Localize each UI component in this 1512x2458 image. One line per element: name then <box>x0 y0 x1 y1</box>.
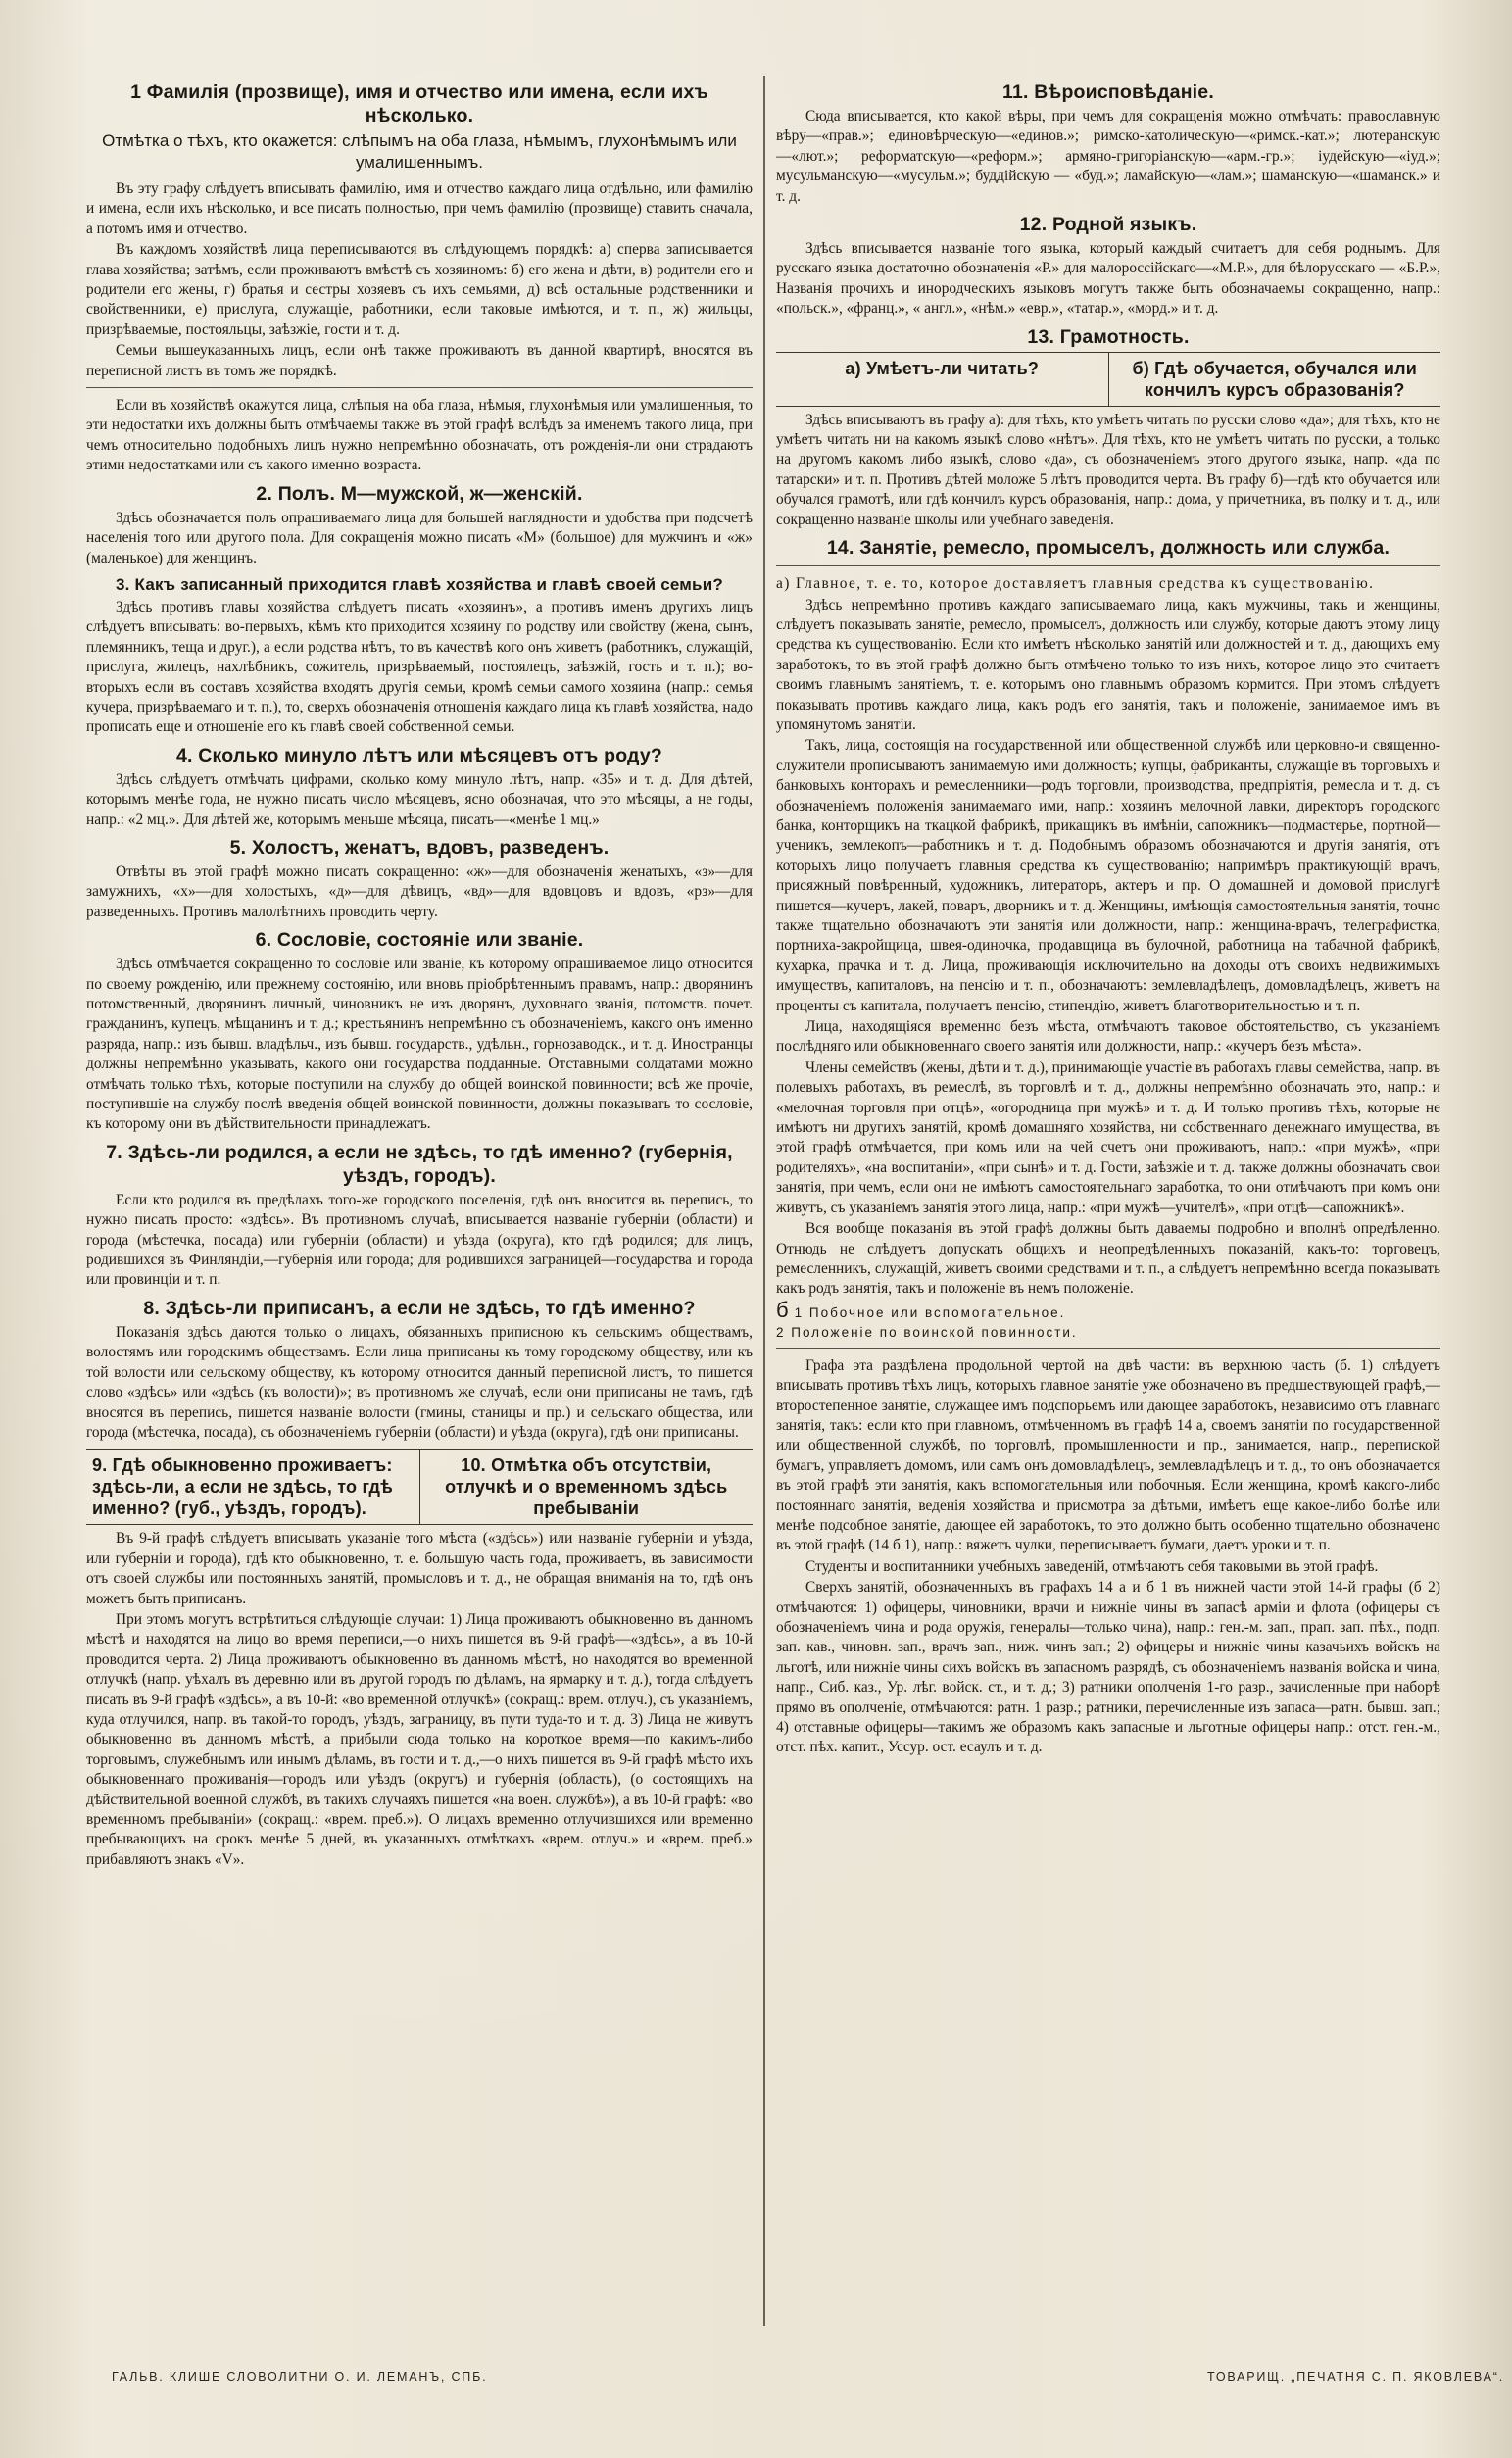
section-10-header <box>419 1450 754 1524</box>
column-divider <box>763 76 765 2326</box>
divider-rule <box>86 387 753 388</box>
section-6 <box>86 928 753 1135</box>
section-9-header <box>86 1450 419 1524</box>
section-9-10 <box>86 1449 753 1870</box>
section-9-title: 9. Гдѣ обыкновенно проживаетъ: здѣсь-ли, а если не здѣсь, то гдѣ именно? (губ., уѣздъ, городъ). <box>92 1455 393 1519</box>
section-2-para: Здѣсь обозначается полъ опрашиваемаго лица для большей наглядности и удобства при подсчетѣ населенія того или другого пола. Для сокращенія можно писать «М» (большое) для мужчинъ и «ж» (маленькое) для женщинъ. <box>86 509 753 566</box>
section-14-para: Вся вообще показанія въ этой графѣ должны быть даваемы подробно и вполнѣ опредѣленно. Отнюдь не слѣдуетъ допускать общихъ и неопредѣленныхъ показаній, какъ-то: торговецъ, ремесленникъ, служащій, живетъ своими средствами и т. п., а слѣдуетъ непремѣнно всегда показывать какъ родъ занятія, такъ и положеніе въ немъ положеніе. <box>776 1220 1440 1298</box>
section-14-para: Сверхъ занятій, обозначенныхъ въ графахъ 14 а и б 1 въ нижней части этой 14-й графы (б 2) отмѣчаются: 1) офицеры, чиновники, врачи и нижніе чины въ запасѣ арміи и флота (офицеры съ обозначеніемъ чина и рода оружія, генералы—только чина), напр.: ген.-м. зап., прап. зап. пѣх., подп. зап. кав., чиновн. зап., врачъ зап., ниж. чинъ зап.; 2) офицеры и нижніе чины казачьихъ войскъ на льготѣ, или нижніе чины сихъ войскъ въ запасномъ разрядѣ, съ обозначеніемъ названія войска и чина, напр., Сиб. каз., Ур. лѣг. войск. ст., и т. д.; 3) ратники ополченія 1-го разр., зачисленные при наборѣ прямо въ ополченіе, отмѣчаются: ратн. 1 разр.; ратники, перечисленные изъ запаса—ратн. бывш. зап.; 4) отставные офицеры—такимъ же образомъ какъ запасные и льготные офицеры напр.: отст. ген.-м., отст. пѣх. капит., Уссур. ост. есаулъ и т. д. <box>776 1579 1440 1756</box>
section-14-para: Такъ, лица, состоящія на государственной или общественной службѣ или церковно-и священно-служители прописываютъ занимаемую ими должность; купцы, фабриканты, служащіе въ торговыхъ и банковыхъ конторахъ и ремесленники—родъ торговли, производства, предпріятія, ремесла и т. д. съ обозначеніемъ положенія занимаемаго ими, напр.: хозяинъ мелочной лавки, директоръ городского банка, конторщикъ на ткацкой фабрикѣ, прикащикъ въ имѣніи, сапожникъ—подмастерье, портной—ученикъ, землекопъ—работникъ и т. д. Подобнымъ образомъ обозначаются и другія занятія, отъ которыхъ лицо получаетъ главныя средства къ существованію; напримѣръ практикующій врачъ, присяжный повѣренный, художникъ, литераторъ, актеръ и пр. О домашней и домовой прислугѣ пишется—кучеръ, лакей, поваръ, дворникъ и т. д. Женщины, имѣющія самостоятельныя занятія, точно также тщательно обозначаютъ эти занятія или должности, напр.: женщина-врачъ, телеграфистка, портниха-закройщица, швея-одиночка, продавщица въ булочной, работница на табачной фабрикѣ, кухарка, прачка и т. д. Лица, проживающія исключительно на доходы отъ своихъ недвижимыхъ имуществъ, капиталовъ, на пенсію и т. п., обозначаютъ: землевладѣлецъ, домовладѣлецъ, живетъ на проценты съ капитала, получаетъ пенсію, стипендію, живетъ благотворительностью и т. п. <box>776 737 1440 1014</box>
section-2 <box>86 482 753 568</box>
section-4 <box>86 744 753 830</box>
section-3 <box>86 574 753 738</box>
section-14-para: Члены семействъ (жены, дѣти и т. д.), принимающіе участіе въ работахъ главы семейства, напр. въ полевыхъ работахъ, въ ремеслѣ, въ торговлѣ и т. д., должны непремѣнно обозначать это, напр.: и «мелочная торговля при отцѣ», «огородница при мужѣ» и т. д. И только противъ тѣхъ, которые не имѣютъ ни другихъ занятій, кромѣ домашняго хозяйства, ни собственнаго денежнаго имущества, въ этой графѣ отмѣчается, при комъ или на чей счетъ они проживаютъ, напр.: «при мужѣ», «при родителяхъ», «на воспитаніи», «при сынѣ» и т. д. Гости, заѣзжіе и т. д. также должны обозначать свои занятія, при чемъ, если они не имѣютъ самостоятельнаго заработка, то они отмѣчаютъ при комъ они живутъ, съ указаніемъ занятія этого лица, напр.: «при мужѣ—учителѣ», «при отцѣ—сапожникѣ». <box>776 1058 1440 1216</box>
section-1-subtitle: Отмѣтка о тѣхъ, кто окажется: слѣпымъ на оба глаза, нѣмымъ, глухонѣмымъ или умалишеннымъ. <box>102 131 737 172</box>
section-9-para: Въ 9-й графѣ слѣдуетъ вписывать указаніе того мѣста («здѣсь») или названіе губерніи и уѣзда, или губерніи и города), гдѣ кто обыкновенно, т. е. большую часть года, проживаетъ, въ зависимости отъ своей службы или постоянныхъ занятій, промысловъ и т. д., не обращая вниманія на то, гдѣ онъ можетъ быть приписанъ. <box>86 1530 753 1607</box>
section-14-subtitle: а) Главное, т. е. то, которое доставляетъ главныя средства къ существованію. <box>776 575 1375 593</box>
section-13b <box>1108 353 1441 406</box>
b-letter: б <box>776 1297 789 1322</box>
section-14b2-label: 2 Положеніе по воинской повинности. <box>776 1324 1078 1340</box>
section-1 <box>86 80 753 476</box>
section-7 <box>86 1141 753 1291</box>
section-8-para: Показанія здѣсь даются только о лицахъ, обязанныхъ приписною къ сельскимъ обществамъ, волостямъ или городскимъ обществамъ. Если лица приписаны къ тому городскому обществу, или къ той волости или сельскому обществу, къ которому относится данный переписной листъ, то пишется слово «здѣсь» или «здѣсь (къ волости)»; въ противномъ же случаѣ, если они приписаны не тамъ, гдѣ вносятся въ перепись, пишется названіе волости (гмины, станицы и пр.) и сельскаго общества, или города (мѣстечка, посада), съ обозначеніемъ губерніи (области) и уѣзда (округа), гдѣ они приписаны. <box>86 1323 753 1441</box>
section-13-title: 13. Грамотность. <box>1027 325 1190 348</box>
section-6-title: 6. Сословіе, состояніе или званіе. <box>255 929 584 952</box>
section-7-title: 7. Здѣсь-ли родился, а если не здѣсь, то гдѣ именно? (губернія, уѣздъ, городъ). <box>106 1141 733 1187</box>
section-14-para: Лица, находящіяся временно безъ мѣста, отмѣчаютъ таковое обстоятельство, съ указаніемъ послѣдняго или обыкновеннаго своего занятія или должности, напр.: «кучеръ безъ мѣста». <box>776 1018 1440 1056</box>
section-1-para: Семьи вышеуказанныхъ лицъ, если онѣ также проживаютъ въ данной квартирѣ, вносятся въ переписной листъ въ томъ же порядкѣ. <box>86 342 753 379</box>
section-14-para: Графа эта раздѣлена продольной чертой на двѣ части: въ верхнюю часть (б. 1) слѣдуетъ вписывать противъ тѣхъ лицъ, которыхъ главное занятіе уже обозначено въ предшествующей графѣ,—второстепенное занятіе, служащее имъ подспорьемъ или дающее заработокъ, независимо отъ главнаго занятія, такъ: если кто при главномъ, отмѣченномъ въ графѣ 14 а, своемъ занятіи по государственной или общественной службѣ, по торговлѣ, промышленности и пр., занимается, напр., перепиской бумагъ, управляетъ домомъ, или самъ онъ домовладѣлецъ, землевладѣлецъ и т. д., то онъ обозначается въ этой графѣ эти занятія, какъ вспомогательныя или побочныя. Если женщина, кромѣ какого-либо постояннаго занятія, веденія хозяйства и присмотра за дѣтьми, имѣетъ еще какое-либо болѣе или менѣе подсобное занятіе, дающее ей заработокъ, то это должно быть особенно тщательно обозначено въ этой графѣ (14 б 1), напр.: вяжетъ чулки, переписываетъ бумаги, даетъ уроки и т. п. <box>776 1356 1440 1554</box>
footer-right-imprint: ТОВАРИЩ. „ПЕЧАТНЯ С. П. ЯКОВЛЕВА“. <box>1207 2370 1505 2384</box>
section-1-para: Если въ хозяйствѣ окажутся лица, слѣпыя на оба глаза, нѣмыя, глухонѣмыя или умалишенныя, то эти недостатки ихъ должны быть отмѣчаемы также въ этой графѣ вслѣдъ за именемъ такого лица, при чемъ относительно подобныхъ лицъ нужно непремѣнно обозначать, отъ рожденія-ли они страдаютъ этими недостатками или съ какого именно возраста. <box>86 397 753 474</box>
section-2-title: 2. Полъ. М—мужской, ж—женскій. <box>256 482 583 505</box>
section-5-title: 5. Холостъ, женатъ, вдовъ, разведенъ. <box>229 836 610 859</box>
section-13b-title: б) Гдѣ обучается, обучался или кончилъ курсъ образованія? <box>1132 358 1418 400</box>
section-13-split <box>776 352 1440 407</box>
section-6-para: Здѣсь отмѣчается сокращенно то сословіе или званіе, къ которому опрашиваемое лицо относится по своему рожденію, или прежнему состоянію, или вновь пріобрѣтеннымъ правамъ, напр.: дворянинъ потомственный, дворянинъ личный, чиновникъ не изъ дворянъ, духовнаго званія, потомств. почет. гражданинъ, купецъ, мѣщанинъ и т. д.; крестьянинъ непремѣнно съ обозначеніемъ, какого онъ именно разряда, напр.: изъ бывш. владѣльч., изъ бывш. государств., удѣльн., горнозаводск., и т. д. Иностранцы должны непремѣнно указывать, какого они государства подданные. Отставными солдатами можно отмѣчать только тѣхъ, которые поступили на службу до общей воинской повинности; всѣ же прочіе, поступившіе на службу послѣ введенія общей воинской повинности, должны показывать то сословіе, къ которому они въ дѣйствительности принадлежатъ. <box>86 956 753 1133</box>
divider-rule <box>776 1348 1440 1349</box>
section-13 <box>776 325 1440 530</box>
section-9-para: При этомъ могутъ встрѣтиться слѣдующіе случаи: 1) Лица проживаютъ обыкновенно въ данномъ мѣстѣ и находятся на лицо во время переписи,—о нихъ пишется въ 9-й графѣ—«здѣсь», а въ 10-й проводится черта. 2) Лица проживаютъ обыкновенно въ данномъ мѣстѣ, но находятся во временной отлучкѣ (напр. уѣхалъ въ деревню или въ другой городъ по дѣламъ, на ярмарку и т. д.), тогда слѣдуетъ писать въ 9-й графѣ «здѣсь», а въ 10-й: «во временной отлучкѣ» (сокращ.: врем. отлуч.), съ указаніемъ, куда отлучился, напр. въ такой-то городъ, уѣздъ, заграницу, въ пути туда-то и т. д. 3) Лица не живутъ обыкновенно въ данномъ мѣстѣ, а прибыли сюда только на короткое время—по какимъ-либо торговымъ, служебнымъ или инымъ дѣламъ, въ гости и т. д.,—о нихъ пишется въ 9-й графѣ мѣсто ихъ обыкновеннаго проживанія—городъ или уѣздъ (округъ) и губернія (область), (о состоящихъ на дѣйствительной военной службѣ, въ такихъ случаяхъ пишется «на воен. службѣ»), а въ 10-й графѣ: «во временномъ пребываніи» (сокращ.: «врем. преб.»). О лицахъ временно отлучившихся или временно пребывающихъ на срокъ менѣе 5 дней, въ указанныхъ отмѣткахъ «врем. отлуч.» и «врем. преб.» прибавляютъ знакъ «V». <box>86 1610 753 1868</box>
section-13a-title: а) Умѣетъ-ли читать? <box>845 358 1040 378</box>
section-12-title: 12. Родной языкъ. <box>1019 214 1197 236</box>
section-4-para: Здѣсь слѣдуетъ отмѣчать цифрами, сколько кому минуло лѣтъ, напр. «35» и т. д. Для дѣтей, которымъ менѣе года, не нужно писать число мѣсяцевъ, ясно обозначая, что это мѣсяцы, а не годы, напр.: «2 мц.». Для дѣтей же, которымъ меньше мѣсяца, писать—«менѣе 1 мц.» <box>86 770 753 828</box>
section-11 <box>776 80 1440 207</box>
section-14b1-text: 1 Побочное или вспомогательное. <box>794 1304 1066 1320</box>
section-11-title: 11. Вѣроисповѣданіе. <box>1002 81 1214 103</box>
section-1-para: Въ каждомъ хозяйствѣ лица переписываются въ слѣдующемъ порядкѣ: а) сперва записывается глава хозяйства; затѣмъ, если проживаютъ вмѣстѣ съ хозяиномъ: б) его жена и дѣти, в) родители его и родители его жены, г) братья и сестры хозяевъ съ ихъ семьями, д) всѣ остальные родственники и свойственники, е) прислуга, служащіе, работники, если таковые имѣются, и т. п., ж) жильцы, призрѣваемые, постояльцы, заѣзжіе, гости и т. д. <box>86 241 753 338</box>
section-1-title: 1 Фамилія (прозвище), имя и отчество или имена, если ихъ нѣсколько. <box>130 81 708 126</box>
section-13-para: Здѣсь вписываютъ въ графу а): для тѣхъ, кто умѣетъ читать по русски слово «да»; для тѣхъ, кто не умѣетъ читать ни на какомъ языкѣ слово «нѣтъ». Для тѣхъ, кто не умѣетъ читать по русски, а только на другомъ какомъ либо языкѣ, слово «да», съ обозначеніемъ этого другого языка, напр. «да по татарски» и т. п. Противъ дѣтей моложе 5 лѣтъ проводится черта. Въ графу б)—гдѣ кто обучается или обучался грамотѣ, или гдѣ кончилъ курсъ образованія, напр.: дома, у причетника, въ полку и т. д., или сокращенно названіе школы или учебнаго заведенія. <box>776 411 1440 528</box>
footer-left-imprint: ГАЛЬВ. КЛИШЕ СЛОВОЛИТНИ О. И. ЛЕМАНЪ, СПБ. <box>112 2370 488 2384</box>
imprint-footer <box>0 2364 1512 2393</box>
section-1-para: Въ эту графу слѣдуетъ вписывать фамилію, имя и отчество каждаго лица отдѣльно, или фамилію и имена, если ихъ нѣсколько, и все писать полностью, при чемъ фамилію (прозвище) ставить сначала, а потомъ имя и отчество. <box>86 180 753 237</box>
section-12 <box>776 213 1440 320</box>
split-header <box>86 1449 753 1525</box>
right-column <box>776 76 1440 2326</box>
section-4-title: 4. Сколько минуло лѣтъ или мѣсяцевъ отъ роду? <box>175 744 663 766</box>
section-3-para: Здѣсь противъ главы хозяйства слѣдуетъ писать «хозяинъ», а противъ именъ другихъ лицъ слѣдуетъ вписывать: во-первыхъ, кѣмъ кто приходится хозяину по родству или свойству (жена, сынъ, племянникъ, теща и друг.), а если родства нѣтъ, то въ качествѣ кого онъ живетъ (работникъ, служащій, прислуга, жилецъ, нахлѣбникъ, сожитель, призрѣваемый, постоялецъ, заѣзжій, гость и т. п.); во-вторыхъ если въ составъ хозяйства входятъ другія семьи, кромѣ семьи самого хозяина (напр.: семья кучера, призрѣваемаго и т. п.), то, сверхъ обозначенія отношенія каждаго лица къ главѣ хозяйства, надо прописать еще и отношеніе его къ главѣ своей собственной семьи. <box>86 598 753 736</box>
section-12-para: Здѣсь вписывается названіе того языка, который каждый считаетъ для себя роднымъ. Для русскаго языка достаточно обозначенія «Р.» для малороссійскаго—«М.Р.», для бѣлорусскаго — «Б.Р.», Названія прочихъ и инородческихъ языковъ могутъ также быть обозначаемы сокращенно, напр.: «польск.», «франц.», « англ.», «нѣм.» «евр.», «татар.», «морд.» и т. д. <box>776 240 1440 318</box>
section-5-para: Отвѣты въ этой графѣ можно писать сокращенно: «ж»—для обозначенія женатыхъ, «з»—для замужнихъ, «х»—для холостыхъ, «д»—для дѣвицъ, «вд»—для вдовцовъ и вдовъ, «рз»—для разведенныхъ. Противъ малолѣтнихъ проводить черту. <box>86 862 753 920</box>
section-7-para: Если кто родился въ предѣлахъ того-же городского поселенія, гдѣ онъ вносится въ перепись, то нужно писать просто: «здѣсь». Въ противномъ случаѣ, вписывается названіе губерніи (области) и города (мѣстечка, посада) или губерніи (области) и уѣзда (округа), кто гдѣ родился; для лицъ, родившихся въ Финляндіи,—губернія или города; для родившихся заграницей—государства и города или провинціи и т. п. <box>86 1191 753 1289</box>
section-11-para: Сюда вписывается, кто какой вѣры, при чемъ для сокращенія можно отмѣчать: православную вѣру—«прав.»; единовѣрческую—«единов.»; римско-католическую—«римск.-кат.»; лютеранскую—«лют.»; реформатскую—«реформ.»; армяно-григоріанскую—«арм.-гр.»; іудейскую—«іуд.»; мусульманскую—«мусульм.»; буддійскую — «буд.»; ламайскую—«лам.»; шаманскую—«шаманск.» и т. д. <box>776 108 1440 205</box>
section-14 <box>776 536 1440 1758</box>
section-14-para: Здѣсь непремѣнно противъ каждаго записываемаго лица, какъ мужчины, такъ и женщины, слѣдуетъ показывать занятіе, ремесло, промыселъ, должность или службу, которые даютъ этому лицу средства къ существованію. Если кто имѣетъ нѣсколько занятій или должностей и т. д., дающихъ ему заработокъ, то въ этой графѣ должно быть отмѣчено только то изъ нихъ, которое лицо это считаетъ своимъ главнымъ занятіемъ, т. е. которымъ оно главнымъ образомъ кормится. При этомъ слѣдуетъ показывать противъ каждаго лица, какъ родъ его занятія, такъ и положеніе, занимаемое имъ въ упомянутомъ занятіи. <box>776 596 1440 733</box>
section-3-title: 3. Какъ записанный приходится главѣ хозяйства и главѣ своей семьи? <box>116 574 723 594</box>
section-5 <box>86 836 753 922</box>
section-14b1-label <box>776 1297 1440 1322</box>
section-8-title: 8. Здѣсь-ли приписанъ, а если не здѣсь, то гдѣ именно? <box>143 1297 696 1319</box>
section-13a <box>776 353 1108 406</box>
left-column <box>86 76 753 2326</box>
section-14-title: 14. Занятіе, ремесло, промыселъ, должность или служба. <box>826 537 1390 560</box>
section-8 <box>86 1297 753 1443</box>
divider-rule <box>776 565 1440 566</box>
section-10-title: 10. Отмѣтка объ отсутствіи, отлучкѣ и о временномъ здѣсь пребываніи <box>445 1455 728 1519</box>
section-14-para: Студенты и воспитанники учебныхъ заведеній, отмѣчаютъ себя таковыми въ этой графѣ. <box>805 1557 1379 1575</box>
